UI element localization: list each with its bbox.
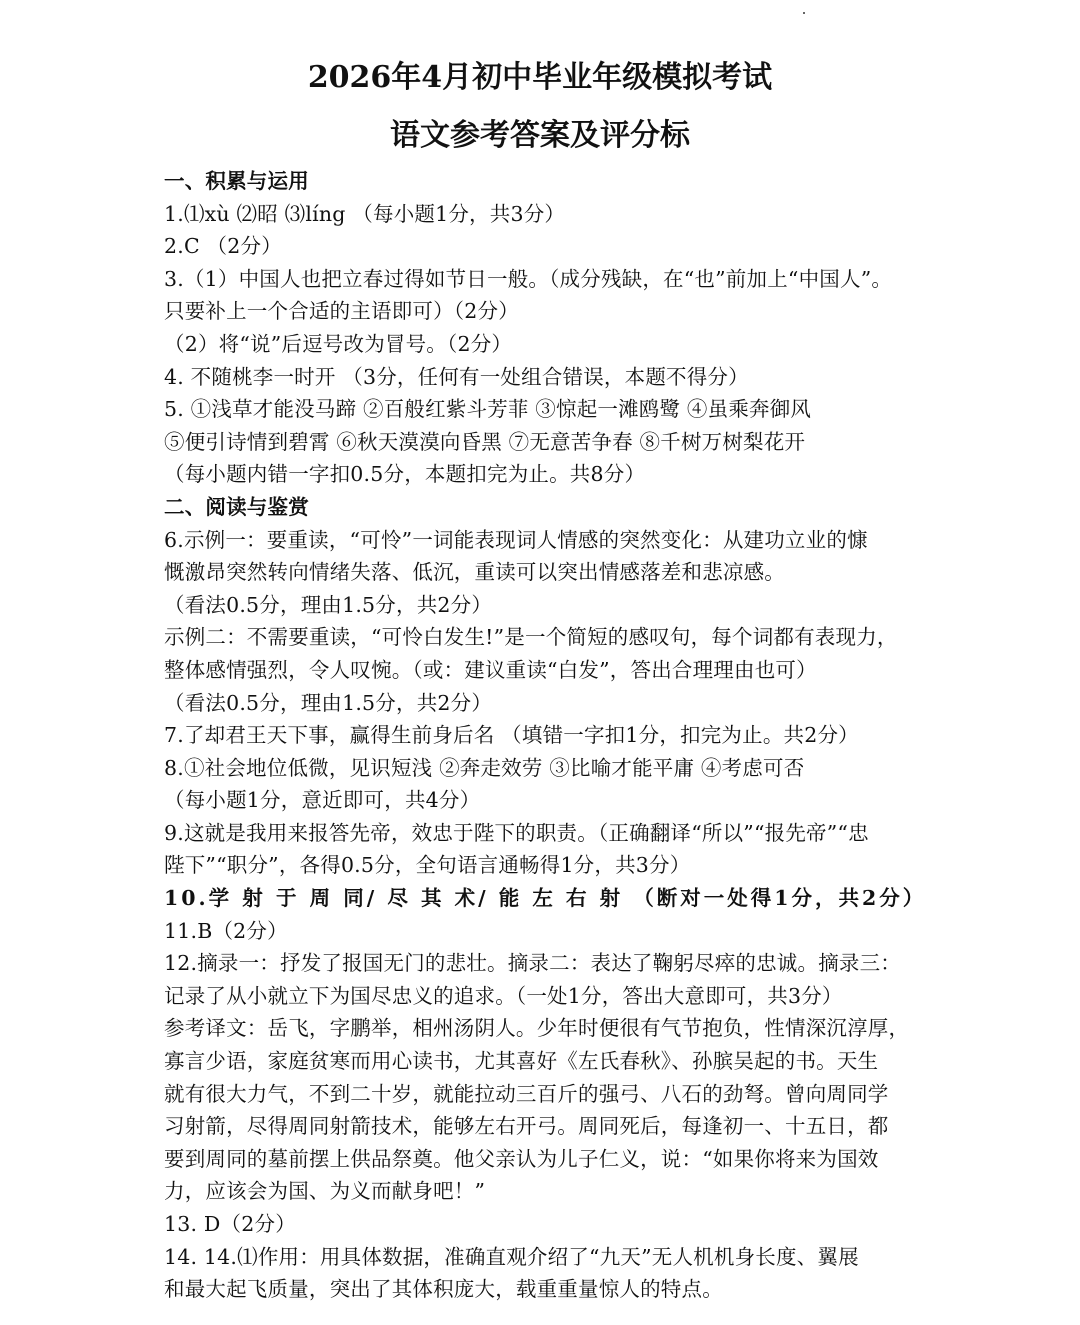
answer-line: 整体感情强烈，令人叹惋。（或：建议重读“白发”，答出合理理由也可） — [164, 657, 817, 682]
answer-line: 习射箭，尽得周同射箭技术，能够左右开弓。周同死后，每逢初一、十五日，都 — [164, 1114, 889, 1139]
answer-line: 1.⑴xù ⑵昭 ⑶líng （每小题1分，共3分） — [164, 201, 566, 226]
answer-line: 陛下”“职分”，各得0.5分，全句语言通畅得1分，共3分） — [164, 853, 691, 878]
answer-line: 13. D（2分） — [164, 1212, 296, 1236]
answer-line: （每小题1分，意近即可，共4分） — [164, 788, 481, 813]
answer-line: 3.（1）中国人也把立春过得如节日一般。（成分残缺，在“也”前加上“中国人”。 — [164, 266, 893, 291]
answer-line: （看法0.5分，理由1.5分，共2分） — [164, 592, 493, 617]
answer-line: ⑤便引诗情到碧霄 ⑥秋天漠漠向昏黑 ⑦无意苦争春 ⑧千树万树梨花开 — [164, 429, 806, 454]
answer-line: 就有很大力气，不到二十岁，就能拉动三百斤的强弓、八石的劲弩。曾向周同学 — [164, 1081, 889, 1106]
answer-line: 11.B（2分） — [164, 918, 288, 943]
answer-line: 慨激昂突然转向情绪失落、低沉，重读可以突出情感落差和悲凉感。 — [164, 560, 785, 585]
answer-line: （每小题内错一字扣0.5分，本题扣完为止。共8分） — [164, 462, 646, 487]
answer-line: 要到周同的墓前摆上供品祭奠。他父亲认为儿子仁义，说：“如果你将来为国效 — [164, 1146, 879, 1171]
answer-line: 示例二：不需要重读，“可怜白发生!”是一个简短的感叹句，每个词都有表现力， — [164, 625, 898, 650]
answer-line: 4. 不随桃李一时开 （3分，任何有一处组合错误，本题不得分） — [164, 364, 749, 389]
exam-title: 2026年4月初中毕业年级模拟考试 — [307, 60, 773, 95]
answer-line: 9.这就是我用来报答先帝，效忠于陛下的职责。（正确翻译“所以”“报先帝”“忠 — [164, 820, 869, 845]
answer-line: 寡言少语，家庭贫寒而用心读书，尤其喜好《左氏春秋》、孙膑吴起的书。天生 — [164, 1049, 879, 1074]
scan-speck — [803, 12, 805, 14]
answer-line: 7.了却君王天下事，赢得生前身后名 （填错一字扣1分，扣完为止。共2分） — [164, 723, 859, 748]
answer-line: 和最大起飞质量，突出了其体积庞大，载重重量惊人的特点。 — [164, 1277, 723, 1302]
answer-line: 14. 14.⑴作用：用具体数据，准确直观介绍了“九天”无人机机身长度、翼展 — [164, 1244, 859, 1269]
answer-line: 8.①社会地位低微，见识短浅 ②奔走效劳 ③比喻才能平庸 ④考虑可否 — [164, 755, 805, 780]
answer-line: 力，应该会为国、为义而献身吧！” — [164, 1179, 486, 1204]
section-heading: 一、积累与运用 — [164, 169, 309, 193]
answer-line: 记录了从小就立下为国尽忠义的追求。（一处1分，答出大意即可，共3分） — [164, 983, 843, 1008]
answer-body — [164, 165, 934, 1306]
answer-line: 5. ①浅草才能没马蹄 ②百般红紫斗芳菲 ③惊起一滩鸥鹭 ④虽乘奔御风 — [164, 397, 812, 422]
section-heading: 二、阅读与鉴赏 — [164, 494, 309, 519]
answer-line: 12.摘录一：抒发了报国无门的悲壮。摘录二：表达了鞠躬尽瘁的忠诚。摘录三： — [164, 951, 901, 976]
answer-line: 6.示例一：要重读，“可怜”一词能表现词人情感的突然变化：从建功立业的慷 — [164, 527, 868, 552]
answer-line: 2.C （2分） — [164, 234, 282, 259]
answer-key-title: 语文参考答案及评分标 — [390, 118, 690, 153]
answer-line: 参考译文：岳飞，字鹏举，相州汤阴人。少年时便很有气节抱负，性情深沉淳厚， — [164, 1016, 910, 1041]
answer-line: 10.学 射 于 周 同/ 尽 其 术/ 能 左 右 射 （断对一处得1分，共2分） — [164, 886, 927, 911]
answer-line: 只要补上一个合适的主语即可）（2分） — [164, 299, 519, 324]
answer-line: （看法0.5分，理由1.5分，共2分） — [164, 690, 493, 715]
answer-line: （2）将“说”后逗号改为冒号。（2分） — [164, 331, 513, 356]
